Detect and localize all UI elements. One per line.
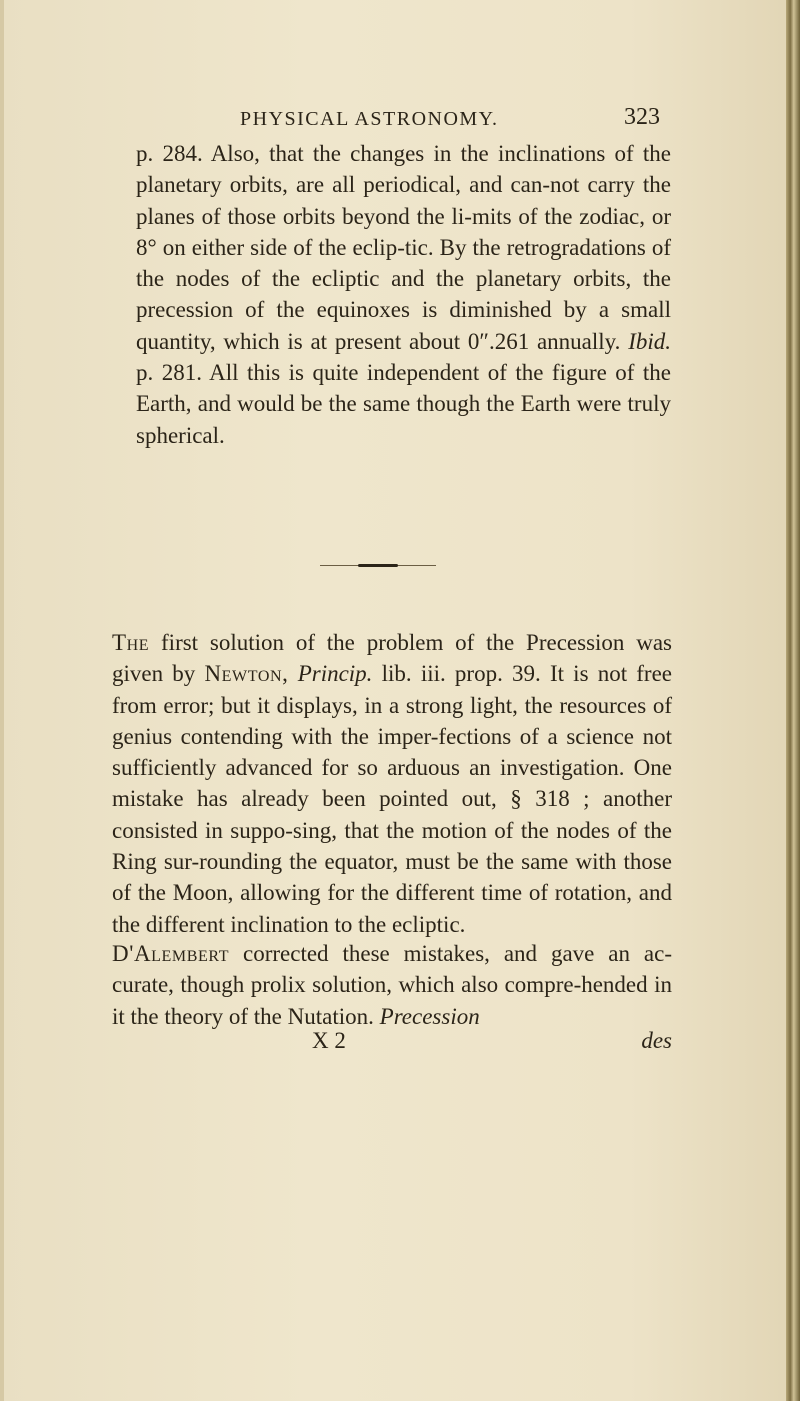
signature-mark: X 2	[312, 1028, 346, 1053]
paragraph-3-text: corrected these mistakes, and gave an ac-curate, though prolix solution, which also compre-hended in it the theory of the Nutation.	[112, 941, 673, 1029]
dalembert-name: D'Alembert	[112, 941, 230, 966]
paragraph-1-text-end: p. 281. All this is quite independent of the figure of the Earth, and would be the same though the Earth were truly spherical.	[136, 360, 671, 448]
princip-reference: Princip.	[297, 661, 373, 687]
paragraph-1-text: p. 284. Also, that the changes in the inclinations of the planetary orbits, are all periodical, and can-not carry the planes of those orbits beyond the li-mits of the zodiac, or 8° on either side of the eclip-tic. By the retrogradations of the nodes of the ecliptic and the planetary orbits, the precession of the equinoxes is diminished by a small quantity, which is at present about 0″.261 annually.	[136, 141, 671, 354]
paragraph-2	[112, 627, 672, 940]
paragraph-3	[112, 938, 672, 1032]
newton-name: Newton,	[204, 661, 289, 687]
paragraph-2-text-b: lib. iii. prop. 39. It is not free from error; but it displays, in a strong light, the resources of genius contending with the imper-fections of a science not sufficiently advanced for so arduous an investigation. One mistake has already been pointed out, § 318 ; another consisted in suppo-sing, that the motion of the nodes of the Ring sur-rounding the equator, must be the same with those of the Moon, allowing for the different time of rotation, and the different inclination to the ecliptic.	[112, 661, 673, 937]
section-divider-rule	[320, 565, 436, 567]
paragraph-2-text-a: first solution of the problem of the Precession was given by	[112, 630, 673, 687]
paragraph-1	[136, 138, 671, 451]
paragraph-2-lead: The	[112, 630, 150, 655]
divider-swell	[358, 564, 398, 567]
running-title: PHYSICAL ASTRONOMY.	[240, 108, 499, 130]
book-spine-edge	[786, 0, 800, 1401]
page-number: 323	[624, 104, 660, 130]
catchword: des	[641, 1028, 672, 1053]
ibid-reference: Ibid.	[628, 328, 671, 354]
page-left-edge	[0, 0, 4, 1401]
page-footer	[112, 1028, 672, 1058]
paragraph-3-italic-end: Precession	[379, 1003, 480, 1029]
